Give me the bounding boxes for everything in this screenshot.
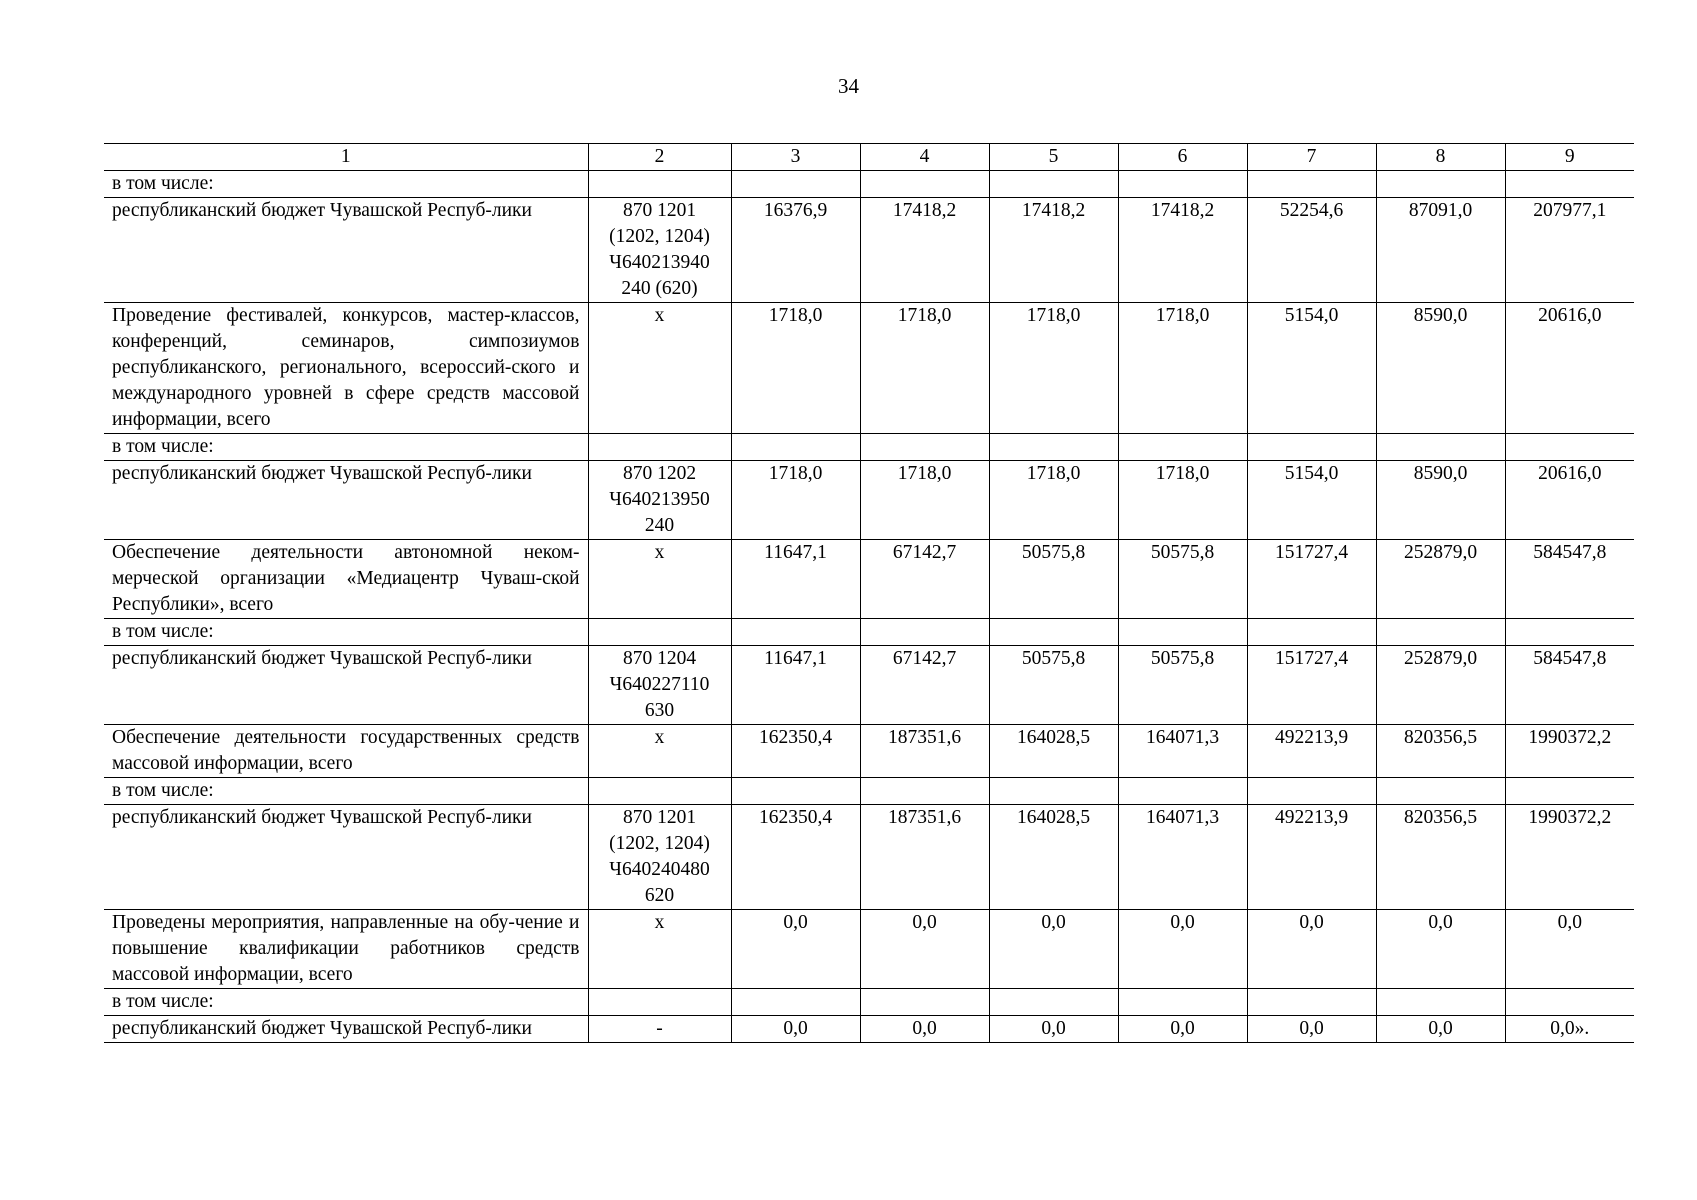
- value-cell: 17418,2: [1118, 198, 1247, 303]
- row-label: Проведены мероприятия, направленные на обу-чение и повышение квалификации работников средств массовой информации, всего: [104, 910, 588, 989]
- table-row: [104, 1016, 1634, 1043]
- column-header: 3: [731, 144, 860, 171]
- empty-cell: [860, 989, 989, 1016]
- value-cell: 584547,8: [1505, 540, 1634, 619]
- budget-code-cell: 870 1201 (1202, 1204) Ч640240480 620: [588, 805, 731, 910]
- value-cell: 8590,0: [1376, 461, 1505, 540]
- value-cell: 50575,8: [1118, 540, 1247, 619]
- empty-cell: [588, 778, 731, 805]
- subheading-row: [104, 778, 1634, 805]
- value-cell: 1990372,2: [1505, 725, 1634, 778]
- value-cell: 8590,0: [1376, 303, 1505, 434]
- table-row: [104, 910, 1634, 989]
- value-cell: 1718,0: [731, 303, 860, 434]
- empty-cell: [989, 619, 1118, 646]
- budget-code-cell: х: [588, 303, 731, 434]
- value-cell: 0,0: [731, 1016, 860, 1043]
- table-row: [104, 540, 1634, 619]
- value-cell: 584547,8: [1505, 646, 1634, 725]
- row-label: в том числе:: [104, 619, 588, 646]
- empty-cell: [1505, 778, 1634, 805]
- value-cell: 0,0: [860, 910, 989, 989]
- value-cell: 0,0».: [1505, 1016, 1634, 1043]
- empty-cell: [731, 619, 860, 646]
- value-cell: 1718,0: [989, 303, 1118, 434]
- empty-cell: [989, 434, 1118, 461]
- empty-cell: [731, 989, 860, 1016]
- empty-cell: [1118, 619, 1247, 646]
- row-label: Проведение фестивалей, конкурсов, мастер-классов, конференций, семинаров, симпозиумов республиканского, регионального, всероссий-ского и международного уровней в сфере средств массовой информации, всего: [104, 303, 588, 434]
- empty-cell: [1118, 989, 1247, 1016]
- table-row: [104, 198, 1634, 303]
- value-cell: 20616,0: [1505, 461, 1634, 540]
- value-cell: 17418,2: [860, 198, 989, 303]
- table-row: [104, 461, 1634, 540]
- empty-cell: [1505, 434, 1634, 461]
- value-cell: 820356,5: [1376, 725, 1505, 778]
- value-cell: 16376,9: [731, 198, 860, 303]
- row-label: Обеспечение деятельности автономной неком-мерческой организации «Медиацентр Чуваш-ской Республики», всего: [104, 540, 588, 619]
- value-cell: 207977,1: [1505, 198, 1634, 303]
- empty-cell: [860, 171, 989, 198]
- value-cell: 11647,1: [731, 540, 860, 619]
- empty-cell: [1118, 171, 1247, 198]
- row-label: Обеспечение деятельности государственных средств массовой информации, всего: [104, 725, 588, 778]
- empty-cell: [989, 171, 1118, 198]
- value-cell: 67142,7: [860, 646, 989, 725]
- empty-cell: [1118, 778, 1247, 805]
- budget-code-cell: 870 1204 Ч640227110 630: [588, 646, 731, 725]
- empty-cell: [989, 778, 1118, 805]
- value-cell: 50575,8: [1118, 646, 1247, 725]
- value-cell: 0,0: [731, 910, 860, 989]
- budget-code-cell: 870 1202 Ч640213950 240: [588, 461, 731, 540]
- row-label: республиканский бюджет Чувашской Респуб-лики: [104, 461, 588, 540]
- value-cell: 0,0: [860, 1016, 989, 1043]
- value-cell: 0,0: [1118, 910, 1247, 989]
- empty-cell: [860, 434, 989, 461]
- table-row: [104, 646, 1634, 725]
- column-header: 6: [1118, 144, 1247, 171]
- empty-cell: [989, 989, 1118, 1016]
- value-cell: 0,0: [1505, 910, 1634, 989]
- empty-cell: [1505, 989, 1634, 1016]
- empty-cell: [1376, 778, 1505, 805]
- value-cell: 5154,0: [1247, 303, 1376, 434]
- value-cell: 164028,5: [989, 805, 1118, 910]
- value-cell: 5154,0: [1247, 461, 1376, 540]
- value-cell: 164071,3: [1118, 725, 1247, 778]
- column-header: 1: [104, 144, 588, 171]
- table-body: [104, 171, 1634, 1043]
- row-label: в том числе:: [104, 989, 588, 1016]
- value-cell: 50575,8: [989, 540, 1118, 619]
- budget-code-cell: х: [588, 725, 731, 778]
- row-label: в том числе:: [104, 778, 588, 805]
- value-cell: 67142,7: [860, 540, 989, 619]
- table-row: [104, 303, 1634, 434]
- budget-code-cell: -: [588, 1016, 731, 1043]
- value-cell: 52254,6: [1247, 198, 1376, 303]
- subheading-row: [104, 434, 1634, 461]
- column-header: 4: [860, 144, 989, 171]
- value-cell: 0,0: [989, 1016, 1118, 1043]
- value-cell: 187351,6: [860, 725, 989, 778]
- empty-cell: [1376, 989, 1505, 1016]
- subheading-row: [104, 171, 1634, 198]
- column-header: 5: [989, 144, 1118, 171]
- value-cell: 1718,0: [731, 461, 860, 540]
- empty-cell: [1376, 434, 1505, 461]
- value-cell: 50575,8: [989, 646, 1118, 725]
- table-row: [104, 725, 1634, 778]
- value-cell: 252879,0: [1376, 646, 1505, 725]
- budget-code-cell: 870 1201 (1202, 1204) Ч640213940 240 (620): [588, 198, 731, 303]
- value-cell: 1718,0: [860, 461, 989, 540]
- value-cell: 11647,1: [731, 646, 860, 725]
- value-cell: 252879,0: [1376, 540, 1505, 619]
- table-row: [104, 805, 1634, 910]
- empty-cell: [588, 619, 731, 646]
- value-cell: 164028,5: [989, 725, 1118, 778]
- empty-cell: [588, 171, 731, 198]
- page-number: 34: [838, 74, 859, 98]
- value-cell: 1990372,2: [1505, 805, 1634, 910]
- value-cell: 20616,0: [1505, 303, 1634, 434]
- value-cell: 151727,4: [1247, 540, 1376, 619]
- value-cell: 1718,0: [860, 303, 989, 434]
- budget-code-cell: х: [588, 540, 731, 619]
- empty-cell: [1505, 619, 1634, 646]
- value-cell: 0,0: [1376, 1016, 1505, 1043]
- empty-cell: [1247, 778, 1376, 805]
- row-label: республиканский бюджет Чувашской Респуб-лики: [104, 805, 588, 910]
- empty-cell: [1247, 171, 1376, 198]
- empty-cell: [731, 171, 860, 198]
- value-cell: 0,0: [989, 910, 1118, 989]
- empty-cell: [1118, 434, 1247, 461]
- empty-cell: [731, 778, 860, 805]
- value-cell: 0,0: [1118, 1016, 1247, 1043]
- column-header: 9: [1505, 144, 1634, 171]
- value-cell: 492213,9: [1247, 725, 1376, 778]
- value-cell: 0,0: [1247, 910, 1376, 989]
- column-header: 8: [1376, 144, 1505, 171]
- empty-cell: [731, 434, 860, 461]
- empty-cell: [588, 989, 731, 1016]
- empty-cell: [1247, 989, 1376, 1016]
- value-cell: 164071,3: [1118, 805, 1247, 910]
- budget-table: [104, 143, 1634, 1043]
- value-cell: 87091,0: [1376, 198, 1505, 303]
- value-cell: 0,0: [1247, 1016, 1376, 1043]
- value-cell: 1718,0: [1118, 303, 1247, 434]
- row-label: республиканский бюджет Чувашской Респуб-лики: [104, 1016, 588, 1043]
- column-header: 7: [1247, 144, 1376, 171]
- budget-code-cell: х: [588, 910, 731, 989]
- row-label: республиканский бюджет Чувашской Респуб-лики: [104, 198, 588, 303]
- row-label: в том числе:: [104, 171, 588, 198]
- empty-cell: [1247, 619, 1376, 646]
- empty-cell: [1376, 619, 1505, 646]
- subheading-row: [104, 619, 1634, 646]
- header-row: [104, 144, 1634, 171]
- value-cell: 820356,5: [1376, 805, 1505, 910]
- value-cell: 187351,6: [860, 805, 989, 910]
- value-cell: 151727,4: [1247, 646, 1376, 725]
- empty-cell: [1376, 171, 1505, 198]
- value-cell: 162350,4: [731, 725, 860, 778]
- subheading-row: [104, 989, 1634, 1016]
- empty-cell: [1247, 434, 1376, 461]
- empty-cell: [1505, 171, 1634, 198]
- value-cell: 1718,0: [989, 461, 1118, 540]
- empty-cell: [860, 778, 989, 805]
- value-cell: 1718,0: [1118, 461, 1247, 540]
- value-cell: 0,0: [1376, 910, 1505, 989]
- value-cell: 162350,4: [731, 805, 860, 910]
- empty-cell: [860, 619, 989, 646]
- empty-cell: [588, 434, 731, 461]
- row-label: республиканский бюджет Чувашской Респуб-лики: [104, 646, 588, 725]
- row-label: в том числе:: [104, 434, 588, 461]
- column-header: 2: [588, 144, 731, 171]
- value-cell: 492213,9: [1247, 805, 1376, 910]
- value-cell: 17418,2: [989, 198, 1118, 303]
